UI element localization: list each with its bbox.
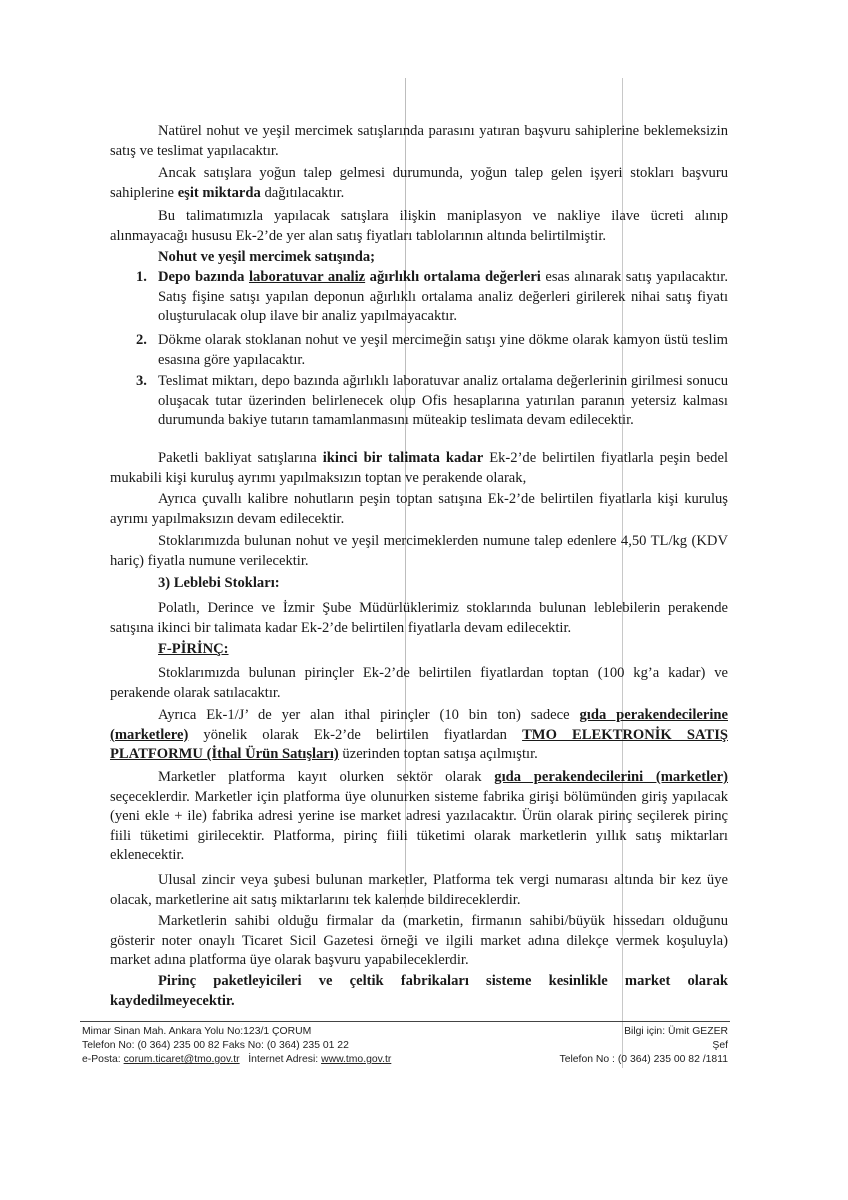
underlined-bold-text: gıda perakendecilerini (marketler) xyxy=(494,769,728,785)
bold-text: eşit miktarda xyxy=(177,184,261,201)
list-number: 3. xyxy=(136,373,147,389)
email-label: e-Posta: xyxy=(82,1054,124,1065)
paragraph-natural-sales: Natürel nohut ve yeşil mercimek satışlarında parasını yatıran başvuru sahiplerine beklemeksizin satış ve teslimat yapılacaktır. xyxy=(110,123,728,159)
footer-info-phone: Telefon No : (0 364) 235 00 82 /1811 xyxy=(559,1054,728,1065)
paragraph-rice-packers-warning: Pirinç paketleyicileri ve çeltik fabrikaları sisteme kesinlikle market olarak kaydedilmeyecektir. xyxy=(110,973,728,1009)
paragraph-national-chains: Ulusal zincir veya şubesi bulunan marketler, Platforma tek vergi numarası altında bir kez üye olacak, marketlerine ait satış miktarlarını tek kalemde bildireceklerdir. xyxy=(110,872,728,908)
text: Marketler platforma kayıt olurken sektör olarak xyxy=(158,769,495,785)
email-link[interactable]: corum.ticaret@tmo.gov.tr xyxy=(123,1054,240,1065)
paragraph-high-demand xyxy=(110,164,728,203)
paragraph-market-registration xyxy=(110,768,728,866)
paragraph-leblebi: Polatlı, Derince ve İzmir Şube Müdürlüklerimiz stoklarında bulunan leblebilerin perakende satışına ikinci bir talimata kadar Ek-2’de belirtilen fiyatlarla devam edilecektir. xyxy=(110,600,728,636)
paragraph-imported-rice xyxy=(110,706,728,765)
list-number: 2. xyxy=(136,332,147,348)
text: Ancak satışlara yoğun talep gelmesi durumunda, yoğun talep gelen işyeri stokları başvuru sahiplerine xyxy=(110,165,728,201)
text: üzerinden toptan satışa açılmıştır. xyxy=(338,746,538,763)
bold-text: Depo bazında xyxy=(158,269,249,285)
bold-text: ağırlıklı ortalama değerleri xyxy=(365,269,541,285)
underlined-bold-text: gıda perakendecilerine (marketlere) xyxy=(110,707,728,743)
text: dağıtılacaktır. xyxy=(260,184,345,201)
footer-contact xyxy=(82,1053,391,1066)
heading-chickpea-lentil: Nohut ve yeşil mercimek satışında; xyxy=(158,249,376,265)
paragraph-bagged-chickpeas: Ayrıca çuvallı kalibre nohutların peşin toptan satışına Ek-2’de belirtilen fiyatlarla kişi kuruluş ayrımı yapılmaksızın devam edilecektir. xyxy=(110,491,728,527)
text: Ek-2’de belirtilen fiyatlarla peşin bedel mukabili kişi kuruluş ayrımı yapılmaksızın toptan ve perakende olarak, xyxy=(110,450,728,486)
web-link[interactable]: www.tmo.gov.tr xyxy=(321,1054,392,1065)
text: esas alınarak satış yapılacaktır. Satış fişine satışı yapılan deponun ağırlıklı ortalama analiz değerleri girilerek nihai satış fiyatı oluşturulacak olup ilave bir analiz yapılmayacaktır. xyxy=(158,269,728,325)
text: Dökme olarak stoklanan nohut ve yeşil mercimeğin satışı yine dökme olarak kamyon üstü teslim esasına göre yapılacaktır. xyxy=(158,332,728,368)
text: Paketli bakliyat satışlarına xyxy=(158,450,323,466)
heading-leblebi: 3) Leblebi Stokları: xyxy=(158,575,280,591)
text: yönelik olarak Ek-2’de belirtilen fiyatlardan xyxy=(188,726,523,743)
text: Teslimat miktarı, depo bazında ağırlıklı laboratuvar analiz ortalama değerlerinin girilmesi sonucu oluşacak tutar üzerinden belirlenecek olup Ofis hesaplarına yatırılan paranın yetersiz kalması durumunda bakiye tutarın tamamlanmasını müteakip teslimata devam edilecektir. xyxy=(158,373,728,429)
paragraph-samples: Stoklarımızda bulunan nohut ve yeşil mercimeklerden numune talep edenlere 4,50 TL/kg (KDV hariç) fiyatla numune verilecektir. xyxy=(110,533,728,569)
paragraph-market-owners: Marketlerin sahibi olduğu firmalar da (marketin, firmanın sahibi/büyük hissedarı olduğunu gösterir noter onaylı Ticaret Sicil Gazetesi örneği ve ilgili market adına dilekçe vermek koşuluyla) market adına platforma üye olarak başvuru yapabileceklerdir. xyxy=(110,913,728,969)
paragraph-transport-fee: Bu talimatımızla yapılacak satışlara ilişkin maniplasyon ve nakliye ilave ücreti alınıp alınmayacağı hususu Ek-2’de yer alan satış fiyatları tablolarının altında belirtilmiştir. xyxy=(110,208,728,244)
footer-divider xyxy=(80,1021,730,1022)
web-label: İnternet Adresi: xyxy=(239,1054,322,1065)
list-item-1 xyxy=(136,268,728,327)
list-item-2 xyxy=(136,331,728,370)
paragraph-rice-sales: Stoklarımızda bulunan pirinçler Ek-2’de belirtilen fiyatlardan toptan (100 kg’a kadar) ve perakende olarak satılacaktır. xyxy=(110,665,728,701)
text: Ayrıca Ek-1/J’ de yer alan ithal pirinçler (10 bin ton) sadece xyxy=(158,707,580,723)
text: seçeceklerdir. Marketler için platforma üye olunurken sisteme fabrika girişi bölümünden giriş yapılacak (yeni ekle + ile) fabrika adresi yerine ise market adresi yazılacaktır. Ürün olarak pirinç seçilerek pirinç fiili tüketimi girilecektir. Platforma, pirinç fiili tüketimi olarak marketlerin yıllık satış miktarları eklenecektir. xyxy=(110,788,728,864)
paragraph-packaged-pulses xyxy=(110,449,728,488)
list-item-3 xyxy=(136,372,728,431)
footer-info-contact: Bilgi için: Ümit GEZER xyxy=(624,1026,728,1037)
footer-title: Şef xyxy=(712,1040,728,1051)
list-number: 1. xyxy=(136,269,147,285)
underlined-bold-text: laboratuvar analiz xyxy=(248,269,366,285)
heading-rice: F-PİRİNÇ: xyxy=(158,641,229,657)
footer-address: Mimar Sinan Mah. Ankara Yolu No:123/1 ÇORUM xyxy=(82,1026,312,1037)
footer-phone: Telefon No: (0 364) 235 00 82 Faks No: (0 364) 235 01 22 xyxy=(82,1040,349,1051)
bold-text: ikinci bir talimata kadar xyxy=(322,450,484,466)
platform-link-text: TMO ELEKTRONİK SATIŞ PLATFORMU (İthal Ürün Satışları) xyxy=(110,726,728,763)
